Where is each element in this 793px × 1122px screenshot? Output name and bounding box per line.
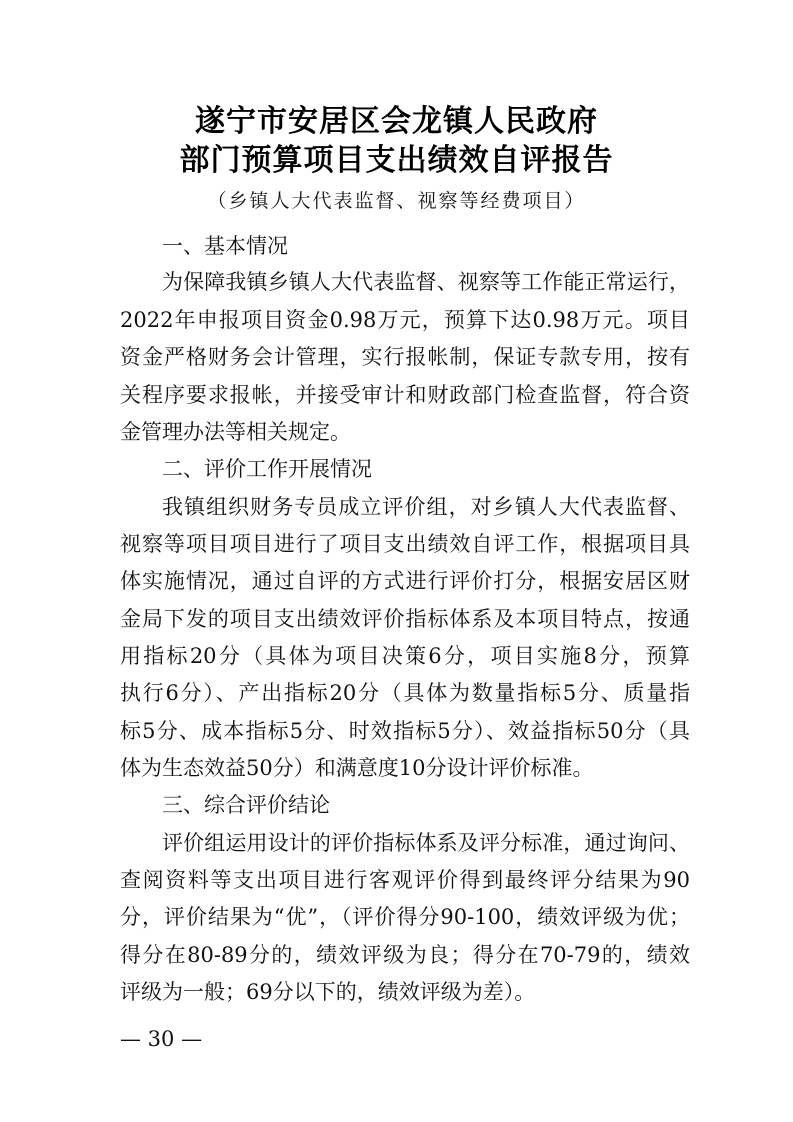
paragraph-line: 资金严格财务会计管理，实行报帐制，保证专款专用，按有 [120, 345, 690, 369]
paragraph-line: 金管理办法等相关规定。 [120, 420, 351, 444]
paragraph-line: 分，评价结果为“优”，（评价得分90-100，绩效评级为优； [120, 905, 690, 929]
paragraph-line: 2022年申报项目资金0.98万元，预算下达0.98万元。项目 [120, 308, 690, 332]
paragraph-line: 评级为一般；69分以下的，绩效评级为差）。 [120, 980, 536, 1004]
paragraph-line: 体实施情况，通过自评的方式进行评价打分，根据安居区财 [120, 569, 690, 593]
paragraph-line: 我镇组织财务专员成立评价组，对乡镇人大代表监督、 [162, 495, 690, 519]
section-heading-basic-info: 一、基本情况 [162, 234, 288, 258]
paragraph-line: 视察等项目项目进行了项目支出绩效自评工作，根据项目具 [120, 532, 690, 556]
section-heading-conclusion: 三、综合评价结论 [162, 793, 330, 817]
paragraph-line: 为保障我镇乡镇人大代表监督、视察等工作能正常运行， [162, 270, 690, 294]
paragraph-line: 用指标20分（具体为项目决策6分，项目实施8分，预算 [120, 644, 690, 668]
paragraph-line: 查阅资料等支出项目进行客观评价得到最终评分结果为90 [120, 868, 690, 892]
page-number: — 30 — [120, 1027, 203, 1051]
section-heading-evaluation-work: 二、评价工作开展情况 [162, 457, 372, 481]
paragraph-line: 关程序要求报帐，并接受审计和财政部门检查监督，符合资 [120, 383, 690, 407]
paragraph-line: 金局下发的项目支出绩效评价指标体系及本项目特点，按通 [120, 607, 690, 631]
paragraph-line: 得分在80-89分的，绩效评级为良；得分在70-79的，绩效 [120, 943, 690, 967]
document-title-line-1: 遂宁市安居区会龙镇人民政府 [195, 104, 598, 139]
paragraph-line: 评价组运用设计的评价指标体系及评分标准，通过询问、 [162, 831, 690, 855]
paragraph-line: 标5分、成本指标5分、时效指标5分）、效益指标50分（具 [120, 719, 690, 743]
paragraph-line: 执行6分）、产出指标20分（具体为数量指标5分、质量指 [120, 681, 690, 705]
document-subtitle: （乡镇人大代表监督、视察等经费项目） [207, 190, 586, 212]
paragraph-line: 体为生态效益50分）和满意度10分设计评价标准。 [120, 756, 594, 780]
document-title-line-2: 部门预算项目支出绩效自评报告 [179, 143, 614, 178]
